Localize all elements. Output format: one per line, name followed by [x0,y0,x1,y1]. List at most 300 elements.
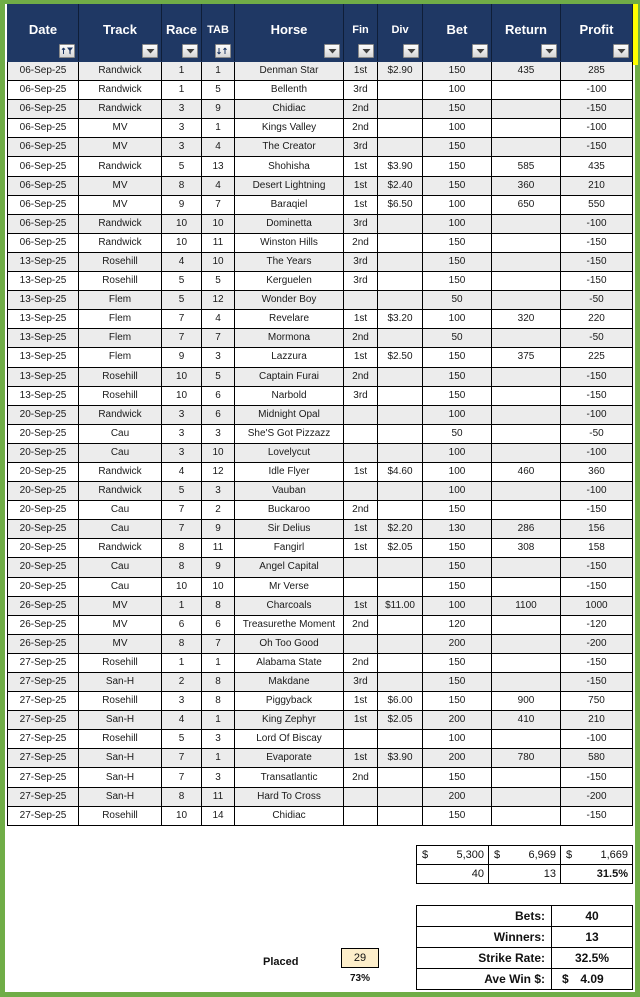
cell-horse: Desert Lightning [235,176,344,195]
cell-bet: 200 [423,749,492,768]
table-row[interactable] [8,272,633,291]
cell-tab: 5 [202,367,235,386]
cell-race: 3 [162,138,202,157]
cell-bet: 150 [423,252,492,271]
table-row[interactable] [8,711,633,730]
cell-div [378,806,423,825]
sort-ascending-icon[interactable] [215,44,231,58]
cell-race: 4 [162,711,202,730]
cell-profit: -100 [561,119,633,138]
cell-fin: 3rd [344,673,378,692]
cell-return [492,673,561,692]
table-row[interactable] [8,176,633,195]
cell-bet: 100 [423,462,492,481]
cell-track: Cau [79,577,162,596]
cell-return: 286 [492,520,561,539]
cell-race: 3 [162,119,202,138]
cell-div: $2.90 [378,62,423,81]
cell-fin: 1st [344,310,378,329]
cell-bet: 100 [423,443,492,462]
cell-div [378,233,423,252]
table-row[interactable] [8,615,633,634]
cell-track: Rosehill [79,367,162,386]
cell-return [492,214,561,233]
cell-return: 780 [492,749,561,768]
cell-track: MV [79,596,162,615]
cell-track: Randwick [79,214,162,233]
total-profit-cell [561,846,633,865]
cell-profit: -150 [561,768,633,787]
dollar-sign: $ [494,849,501,861]
column-header-return [492,5,561,62]
cell-return [492,119,561,138]
cell-fin: 1st [344,157,378,176]
cell-bet: 150 [423,768,492,787]
cell-bet: 150 [423,272,492,291]
cell-horse: Lovelycut [235,443,344,462]
cell-date: 26-Sep-25 [8,615,79,634]
cell-profit: -150 [561,653,633,672]
cell-return: 360 [492,176,561,195]
cell-date: 13-Sep-25 [8,367,79,386]
table-row[interactable] [8,348,633,367]
cell-horse: Narbold [235,386,344,405]
cell-race: 10 [162,214,202,233]
roi-cell: 31.5% [561,865,633,884]
cell-tab: 11 [202,539,235,558]
cell-div: $2.50 [378,348,423,367]
cell-race: 10 [162,806,202,825]
cell-date: 20-Sep-25 [8,443,79,462]
cell-date: 06-Sep-25 [8,176,79,195]
cell-profit: -150 [561,806,633,825]
filter-dropdown-icon[interactable] [472,44,488,58]
cell-return [492,252,561,271]
cell-profit: -150 [561,252,633,271]
cell-horse: Idle Flyer [235,462,344,481]
cell-race: 10 [162,367,202,386]
cell-race: 7 [162,310,202,329]
cell-bet: 100 [423,195,492,214]
cell-profit: -150 [561,673,633,692]
cell-date: 06-Sep-25 [8,233,79,252]
total-profit-value: 1,669 [600,849,628,861]
cell-horse: Bellenth [235,81,344,100]
cell-tab: 5 [202,81,235,100]
table-row[interactable] [8,501,633,520]
cell-horse: Midnight Opal [235,405,344,424]
cell-return [492,615,561,634]
table-row[interactable] [8,539,633,558]
placed-count-box: 29 [341,948,379,968]
cell-race: 3 [162,424,202,443]
stats-table [416,905,633,990]
cell-date: 27-Sep-25 [8,749,79,768]
cell-profit: -150 [561,272,633,291]
cell-date: 20-Sep-25 [8,539,79,558]
cell-bet: 150 [423,501,492,520]
table-row[interactable] [8,291,633,310]
table-row[interactable] [8,195,633,214]
cell-date: 06-Sep-25 [8,138,79,157]
cell-fin: 2nd [344,233,378,252]
cell-date: 27-Sep-25 [8,768,79,787]
column-header-div [378,5,423,62]
cell-horse: She'S Got Pizzazz [235,424,344,443]
table-row[interactable] [8,424,633,443]
column-header-label: Date [28,22,58,37]
cell-tab: 3 [202,730,235,749]
table-row[interactable] [8,634,633,653]
cell-track: MV [79,176,162,195]
cell-bet: 150 [423,539,492,558]
cell-return: 435 [492,62,561,81]
cell-date: 20-Sep-25 [8,424,79,443]
filter-dropdown-icon[interactable] [358,44,374,58]
stats-row [417,906,633,927]
cell-fin: 2nd [344,100,378,119]
table-row[interactable] [8,367,633,386]
cell-return [492,768,561,787]
table-row[interactable] [8,405,633,424]
cell-profit: -200 [561,787,633,806]
cell-track: Cau [79,443,162,462]
cell-race: 7 [162,501,202,520]
cell-track: Cau [79,501,162,520]
cell-horse: Baraqiel [235,195,344,214]
cell-tab: 7 [202,634,235,653]
column-header-label: Div [391,24,409,36]
cell-date: 13-Sep-25 [8,329,79,348]
cell-date: 20-Sep-25 [8,462,79,481]
cell-date: 13-Sep-25 [8,252,79,271]
total-bet-value: 5,300 [456,849,484,861]
cell-bet: 50 [423,329,492,348]
cell-profit: -150 [561,577,633,596]
cell-return: 308 [492,539,561,558]
cell-div [378,367,423,386]
cell-return: 585 [492,157,561,176]
table-row[interactable] [8,787,633,806]
cell-profit: -150 [561,558,633,577]
filter-dropdown-icon[interactable] [182,44,198,58]
cell-div [378,730,423,749]
cell-fin: 1st [344,462,378,481]
cell-bet: 200 [423,787,492,806]
cell-track: Randwick [79,81,162,100]
cell-track: Cau [79,558,162,577]
cell-bet: 100 [423,482,492,501]
cell-profit: 225 [561,348,633,367]
column-header-label: Profit [579,22,614,37]
cell-fin [344,577,378,596]
cell-tab: 5 [202,272,235,291]
table-row[interactable] [8,310,633,329]
column-header-bet [423,5,492,62]
table-row[interactable] [8,482,633,501]
table-row[interactable] [8,81,633,100]
cell-tab: 13 [202,157,235,176]
cell-div: $6.00 [378,692,423,711]
cell-fin: 1st [344,692,378,711]
table-row[interactable] [8,62,633,81]
cell-track: MV [79,634,162,653]
filter-sort-ascending-icon[interactable] [59,44,75,58]
cell-bet: 150 [423,233,492,252]
cell-bet: 150 [423,348,492,367]
column-header-fin [344,5,378,62]
cell-tab: 4 [202,310,235,329]
stats-value [552,948,633,969]
filter-dropdown-icon[interactable] [324,44,340,58]
table-row[interactable] [8,329,633,348]
cell-return [492,730,561,749]
cell-race: 3 [162,100,202,119]
cell-race: 5 [162,291,202,310]
cell-date: 13-Sep-25 [8,386,79,405]
table-row[interactable] [8,730,633,749]
table-row[interactable] [8,119,633,138]
cell-date: 26-Sep-25 [8,596,79,615]
cell-bet: 150 [423,673,492,692]
cell-tab: 1 [202,62,235,81]
cell-bet: 150 [423,577,492,596]
cell-race: 3 [162,692,202,711]
cell-bet: 130 [423,520,492,539]
cell-date: 20-Sep-25 [8,482,79,501]
cell-profit: -150 [561,367,633,386]
cell-date: 13-Sep-25 [8,272,79,291]
cell-track: San-H [79,787,162,806]
cell-fin [344,634,378,653]
column-header-label: TAB [207,24,229,36]
cell-bet: 150 [423,176,492,195]
column-header-profit [561,5,633,62]
cell-bet: 120 [423,615,492,634]
column-header-label: Bet [446,22,468,37]
cell-profit: 580 [561,749,633,768]
cell-profit: 158 [561,539,633,558]
placed-percent: 73% [349,973,370,984]
bets-table-container [7,4,632,826]
cell-return [492,634,561,653]
cell-race: 8 [162,558,202,577]
cell-return: 650 [492,195,561,214]
cell-profit: -50 [561,329,633,348]
stats-value [552,906,633,927]
cell-race: 8 [162,176,202,195]
filter-dropdown-icon[interactable] [613,44,629,58]
table-row[interactable] [8,653,633,672]
summary-strip [416,845,632,884]
total-return-value: 6,969 [528,849,556,861]
cell-track: Flem [79,291,162,310]
cell-div [378,119,423,138]
cell-profit: 550 [561,195,633,214]
table-row[interactable] [8,768,633,787]
cell-return [492,367,561,386]
table-row[interactable] [8,214,633,233]
cell-date: 06-Sep-25 [8,157,79,176]
cell-tab: 12 [202,462,235,481]
cell-fin: 1st [344,520,378,539]
cell-div [378,81,423,100]
cell-horse: Treasurethe Moment [235,615,344,634]
cell-horse: Sir Delius [235,520,344,539]
cell-fin: 2nd [344,367,378,386]
cell-profit: -150 [561,100,633,119]
cell-div: $4.60 [378,462,423,481]
cell-return [492,787,561,806]
filter-dropdown-icon[interactable] [142,44,158,58]
column-header-horse [235,5,344,62]
cell-race: 7 [162,520,202,539]
table-row[interactable] [8,233,633,252]
cell-bet: 200 [423,711,492,730]
stats-label: Strike Rate: [417,948,552,969]
cell-fin [344,558,378,577]
cell-track: MV [79,119,162,138]
total-return-cell [489,846,561,865]
stats-label: Ave Win $: [417,969,552,990]
cell-race: 7 [162,329,202,348]
cell-profit: 210 [561,176,633,195]
table-row[interactable] [8,462,633,481]
cell-return [492,100,561,119]
table-row[interactable] [8,673,633,692]
table-body [8,62,633,826]
cell-horse: Denman Star [235,62,344,81]
cell-return: 900 [492,692,561,711]
cell-profit: -100 [561,81,633,100]
cell-date: 27-Sep-25 [8,711,79,730]
cell-horse: Piggyback [235,692,344,711]
cell-bet: 200 [423,634,492,653]
cell-div [378,252,423,271]
cell-return [492,806,561,825]
cell-track: MV [79,615,162,634]
cell-track: Cau [79,520,162,539]
cell-profit: -50 [561,291,633,310]
cell-div [378,577,423,596]
cell-div: $2.40 [378,176,423,195]
cell-div [378,424,423,443]
stats-row [417,927,633,948]
cell-div [378,615,423,634]
table-row[interactable] [8,157,633,176]
cell-date: 26-Sep-25 [8,634,79,653]
cell-date: 20-Sep-25 [8,501,79,520]
cell-date: 20-Sep-25 [8,577,79,596]
cell-horse: Captain Furai [235,367,344,386]
cell-bet: 150 [423,653,492,672]
table-row[interactable] [8,252,633,271]
cell-tab: 1 [202,749,235,768]
column-header-label: Track [103,22,137,37]
cell-fin [344,443,378,462]
table-row[interactable] [8,443,633,462]
cell-div [378,501,423,520]
cell-return [492,558,561,577]
cell-div [378,329,423,348]
stats-value-text: 4.09 [580,972,604,986]
cell-horse: Lord Of Biscay [235,730,344,749]
cell-bet: 150 [423,692,492,711]
cell-profit: -150 [561,233,633,252]
cell-tab: 3 [202,424,235,443]
cell-race: 3 [162,405,202,424]
cell-tab: 9 [202,558,235,577]
cell-track: Rosehill [79,730,162,749]
cell-bet: 100 [423,730,492,749]
cell-div [378,291,423,310]
cell-div [378,673,423,692]
cell-bet: 150 [423,386,492,405]
cell-horse: Lazzura [235,348,344,367]
stats-row [417,969,633,990]
cell-tab: 2 [202,501,235,520]
cell-race: 10 [162,233,202,252]
table-row[interactable] [8,138,633,157]
cell-div [378,100,423,119]
cell-fin: 2nd [344,119,378,138]
cell-profit: -200 [561,634,633,653]
table-row[interactable] [8,100,633,119]
stats-label: Winners: [417,927,552,948]
table-row[interactable] [8,806,633,825]
cell-div [378,386,423,405]
cell-horse: Dominetta [235,214,344,233]
cell-horse: Mr Verse [235,577,344,596]
table-row[interactable] [8,386,633,405]
cell-tab: 12 [202,291,235,310]
cell-profit: -100 [561,443,633,462]
table-row[interactable] [8,596,633,615]
cell-track: Rosehill [79,653,162,672]
cell-horse: Shohisha [235,157,344,176]
filter-dropdown-icon[interactable] [541,44,557,58]
cell-return [492,272,561,291]
cell-track: Flem [79,348,162,367]
cell-race: 6 [162,615,202,634]
table-row[interactable] [8,558,633,577]
table-row[interactable] [8,749,633,768]
cell-race: 4 [162,462,202,481]
cell-race: 9 [162,195,202,214]
table-row[interactable] [8,692,633,711]
cell-bet: 150 [423,157,492,176]
cell-date: 20-Sep-25 [8,405,79,424]
cell-race: 1 [162,81,202,100]
cell-profit: 285 [561,62,633,81]
cell-fin [344,482,378,501]
table-row[interactable] [8,520,633,539]
cell-tab: 1 [202,653,235,672]
cell-track: Randwick [79,462,162,481]
cell-return [492,424,561,443]
cell-fin: 3rd [344,81,378,100]
stats-value [552,927,633,948]
cell-tab: 1 [202,711,235,730]
cell-date: 06-Sep-25 [8,100,79,119]
cell-horse: Makdane [235,673,344,692]
filter-dropdown-icon[interactable] [403,44,419,58]
cell-tab: 10 [202,214,235,233]
table-row[interactable] [8,577,633,596]
column-header-race [162,5,202,62]
cell-div: $3.20 [378,310,423,329]
cell-track: Rosehill [79,806,162,825]
